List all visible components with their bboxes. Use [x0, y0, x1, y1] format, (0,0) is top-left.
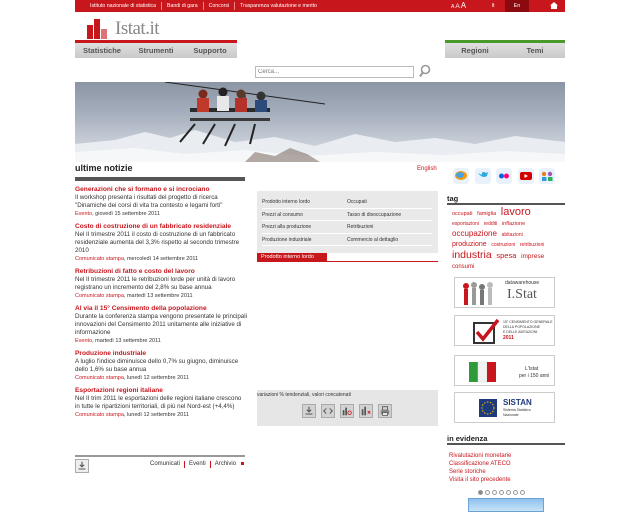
font-size-small[interactable]: A — [451, 4, 455, 10]
indicator-link[interactable]: Occupati — [347, 199, 367, 205]
news-item-meta — [75, 210, 247, 218]
link-archivio[interactable]: Archivio — [210, 461, 240, 468]
search-icon[interactable] — [418, 64, 432, 78]
banner-caption: 15° CENSIMENTO GENERALE — [503, 320, 553, 324]
news-divider — [75, 177, 245, 181]
font-size-controls — [451, 1, 467, 10]
print-icon[interactable] — [378, 404, 392, 418]
news-item — [75, 186, 247, 218]
news-item-title[interactable]: Costo di costruzione di un fabbricato residenziale — [75, 223, 232, 230]
top-link-istituto[interactable]: Istituto nazionale di statistica — [90, 3, 157, 9]
banner-caption: datawarehouse — [505, 280, 540, 286]
indicator-tab-rule — [257, 261, 438, 262]
indicator-link[interactable]: Prezzi alla produzione — [262, 224, 312, 230]
indicator-link[interactable]: Commercio al dettaglio — [347, 236, 399, 243]
tag-link[interactable]: famiglia — [477, 211, 497, 217]
evidenza-link[interactable]: Serie storiche — [449, 469, 486, 475]
tag-link[interactable]: esportazioni — [452, 221, 479, 227]
lang-it[interactable]: It — [481, 0, 505, 12]
tag-link[interactable]: inflazione — [501, 221, 526, 227]
language-switch — [481, 0, 529, 12]
link-comunicati[interactable]: Comunicati — [150, 461, 181, 467]
evidenza-section-title: in evidenza — [447, 434, 488, 443]
tag-section-title: tag — [447, 194, 459, 203]
top-link-concorsi[interactable]: Concorsi — [203, 2, 234, 10]
news-item — [75, 268, 247, 300]
chat-icon[interactable] — [453, 168, 469, 184]
active-indicator-tab[interactable]: Prodotto interno lordo — [257, 253, 327, 261]
chart-tools — [302, 404, 397, 418]
news-item-meta — [75, 374, 247, 382]
news-item-description: Durante la conferenza stampa vengono presentate le principali innovazioni del Censimento 2011 unitamente alle iniziative di informazione — [75, 313, 247, 336]
indicators-panel — [257, 191, 438, 253]
news-item-category[interactable]: Comunicato stampa — [75, 256, 124, 262]
tag-link[interactable]: lavoro — [500, 206, 531, 218]
news-item-category[interactable]: Comunicato stampa — [75, 375, 124, 381]
nav-strumenti[interactable]: Strumenti — [138, 46, 174, 55]
news-footer-links — [150, 461, 240, 468]
italian-flag-icon — [465, 358, 509, 385]
lang-en[interactable]: En — [505, 0, 529, 12]
main-nav — [75, 40, 237, 58]
home-icon[interactable] — [550, 2, 558, 9]
tag-link[interactable]: industria — [452, 249, 492, 261]
news-item-title[interactable]: Generazioni che si formano e si incrociano — [75, 186, 210, 193]
logo-mark-icon — [87, 19, 113, 39]
news-item-description: Nel II trim 2011 le esportazioni delle regioni italiane crescono in tutte le ripartizioni territoriali, di più nel Nord-est (+4,4%) — [75, 395, 242, 410]
news-item-date: , mercoledì 14 settembre 2011 — [123, 256, 199, 262]
flickr-icon[interactable] — [496, 168, 512, 184]
sistan-logo-icon — [479, 399, 497, 417]
carousel-dot[interactable] — [513, 490, 518, 495]
news-item — [75, 387, 247, 419]
news-item-description: Nel II trimestre 2011 le retribuzioni lorde per unità di lavoro registrano un incremento del 2,8% su base annua — [75, 276, 236, 291]
censimento-banner[interactable] — [454, 315, 555, 346]
social-links — [453, 168, 561, 184]
news-item-date: , lunedì 12 settembre 2011 — [123, 375, 189, 381]
sistan-banner[interactable] — [454, 392, 555, 423]
evidenza-link[interactable]: Classificazione ATECO — [449, 461, 511, 467]
news-item-date: , martedì 13 settembre 2011 — [123, 293, 193, 299]
news-list — [75, 186, 247, 424]
banner-caption: DELLA POPOLAZIONE — [503, 325, 540, 329]
news-item — [75, 350, 247, 382]
ski-lift-illustration — [75, 82, 565, 162]
top-bar — [75, 0, 565, 12]
news-item-date: , giovedì 15 settembre 2011 — [92, 211, 160, 217]
carousel-dot[interactable] — [499, 490, 504, 495]
carousel-banner[interactable] — [468, 498, 544, 512]
link-eventi[interactable]: Eventi — [184, 461, 210, 468]
nav-supporto[interactable]: Supporto — [193, 46, 227, 55]
news-item-title[interactable]: Esportazioni regioni italiane — [75, 387, 163, 394]
news-item-category[interactable]: Comunicato stampa — [75, 293, 124, 299]
tag-link[interactable]: imprese — [521, 253, 545, 260]
indicator-link[interactable]: Produzione industriale — [262, 236, 312, 243]
evidenza-list — [449, 452, 511, 484]
chart-export-icon[interactable] — [359, 404, 373, 418]
banner-title: SISTAN — [503, 398, 532, 407]
people-silhouettes-icon — [461, 279, 501, 307]
chart-zoom-icon[interactable] — [340, 404, 354, 418]
font-size-medium[interactable]: A — [455, 3, 460, 10]
evidenza-link[interactable]: Visita il sito precedente — [449, 477, 511, 483]
carousel-dot[interactable] — [485, 490, 490, 495]
top-link-bandi[interactable]: Bandi di gara — [161, 2, 203, 10]
census-checkbox-icon — [471, 318, 501, 345]
search-input[interactable] — [255, 66, 414, 78]
top-link-trasparenza[interactable]: Trasparenza valutazione e merito — [234, 2, 322, 10]
tag-link[interactable]: redditi — [483, 221, 498, 227]
tag-link[interactable]: abitazioni — [501, 232, 523, 238]
banner-caption: E DELLE ABITAZIONI — [503, 330, 538, 334]
carousel-dot[interactable] — [492, 490, 497, 495]
tag-link[interactable]: spesa — [496, 251, 517, 260]
indicator-row — [262, 234, 432, 247]
download-icon[interactable] — [302, 404, 316, 418]
font-size-large[interactable]: A — [460, 1, 467, 10]
youtube-icon[interactable] — [518, 168, 534, 184]
news-item-category[interactable]: Evento — [75, 211, 93, 217]
banner-caption: per i 150 anni — [519, 373, 550, 379]
indicator-link[interactable]: Prezzi al consumo — [262, 211, 303, 218]
nav-temi[interactable]: Temi — [526, 46, 544, 55]
english-link[interactable]: English — [417, 166, 437, 172]
evidenza-divider — [447, 443, 565, 445]
news-item-meta — [75, 337, 247, 345]
news-item-meta — [75, 292, 247, 300]
tag-link[interactable]: produzione — [452, 241, 487, 248]
tag-link[interactable]: occupati — [452, 211, 473, 217]
news-item-meta — [75, 255, 247, 263]
logo-text: Istat.it — [115, 18, 160, 39]
news-item-title[interactable]: Produzione industriale — [75, 350, 147, 357]
carousel-pagination — [478, 490, 527, 495]
indicator-row — [262, 196, 432, 209]
banner-title: L'Istat — [525, 366, 539, 372]
carousel-dot[interactable] — [478, 490, 483, 495]
news-item-title[interactable]: Al via il 15° Censimento della popolazione — [75, 305, 207, 312]
tag-divider — [447, 203, 565, 205]
tag-cloud — [452, 207, 564, 272]
twitter-icon[interactable] — [475, 168, 491, 184]
banner-year: 2011 — [503, 335, 514, 341]
evidenza-link[interactable]: Rivalutazioni monetarie — [449, 453, 512, 459]
tag-link[interactable]: costruzioni — [491, 242, 516, 248]
banner-title: I.Stat — [507, 287, 537, 302]
istat-150-banner[interactable] — [454, 355, 555, 386]
banner-caption: Sistema Statistico — [503, 408, 531, 412]
tag-link[interactable]: retribuzioni — [519, 242, 545, 248]
rss-icon[interactable] — [241, 462, 244, 465]
news-item-description: Nel II trimestre 2011 il costo di costruzione di un fabbricato residenziale aumenta del 3,3% rispetto al secondo trimestre 2010 — [75, 231, 240, 254]
news-item-date: , lunedì 12 settembre 2011 — [123, 412, 189, 418]
banner-caption: Nazionale — [503, 413, 519, 417]
news-section-title: ultime notizie — [75, 163, 133, 173]
indicator-link[interactable]: Tasso di disoccupazione — [347, 211, 402, 218]
news-item-meta — [75, 411, 247, 419]
indicator-link[interactable]: Retribuzioni — [347, 224, 374, 230]
secondary-nav — [445, 40, 565, 58]
news-item-category[interactable]: Comunicato stampa — [75, 412, 124, 418]
news-item-category[interactable]: Evento — [75, 338, 93, 344]
indicator-row — [262, 221, 432, 234]
news-item-description: A luglio l'indice diminuisce dello 0,7% su giugno, diminuisce dello 1,6% su base annua — [75, 358, 239, 373]
embed-code-icon[interactable] — [321, 404, 335, 418]
news-footer-divider — [75, 455, 245, 457]
istat-logo[interactable] — [87, 19, 159, 39]
news-item — [75, 223, 247, 263]
news-item — [75, 305, 247, 345]
news-item-date: , martedì 13 settembre 2011 — [92, 338, 161, 344]
carousel-dot[interactable] — [506, 490, 511, 495]
news-item-title[interactable]: Retribuzioni di fatto e costo del lavoro — [75, 268, 195, 275]
nav-statistiche[interactable]: Statistiche — [83, 46, 121, 55]
hero-image — [75, 82, 565, 162]
top-links — [85, 0, 322, 12]
chart-caption: variazioni % tendenziali, valori concatenati — [257, 392, 351, 398]
indicator-row — [262, 209, 432, 222]
news-item-description: Il workshop presenta i risultati del progetto di ricerca "Dinamiche dei corsi di vita tra contesto e legami forti" — [75, 194, 223, 209]
istat-datawarehouse-banner[interactable] — [454, 277, 555, 308]
tag-link[interactable]: consumi — [452, 264, 475, 270]
nav-regioni[interactable]: Regioni — [461, 46, 489, 55]
download-icon[interactable] — [75, 459, 89, 473]
indicators-grid — [262, 196, 432, 246]
people-icon[interactable] — [539, 168, 555, 184]
carousel-dot[interactable] — [520, 490, 525, 495]
tag-link[interactable]: occupazione — [452, 229, 497, 238]
indicator-link[interactable]: Prodotto interno lordo — [262, 199, 311, 205]
